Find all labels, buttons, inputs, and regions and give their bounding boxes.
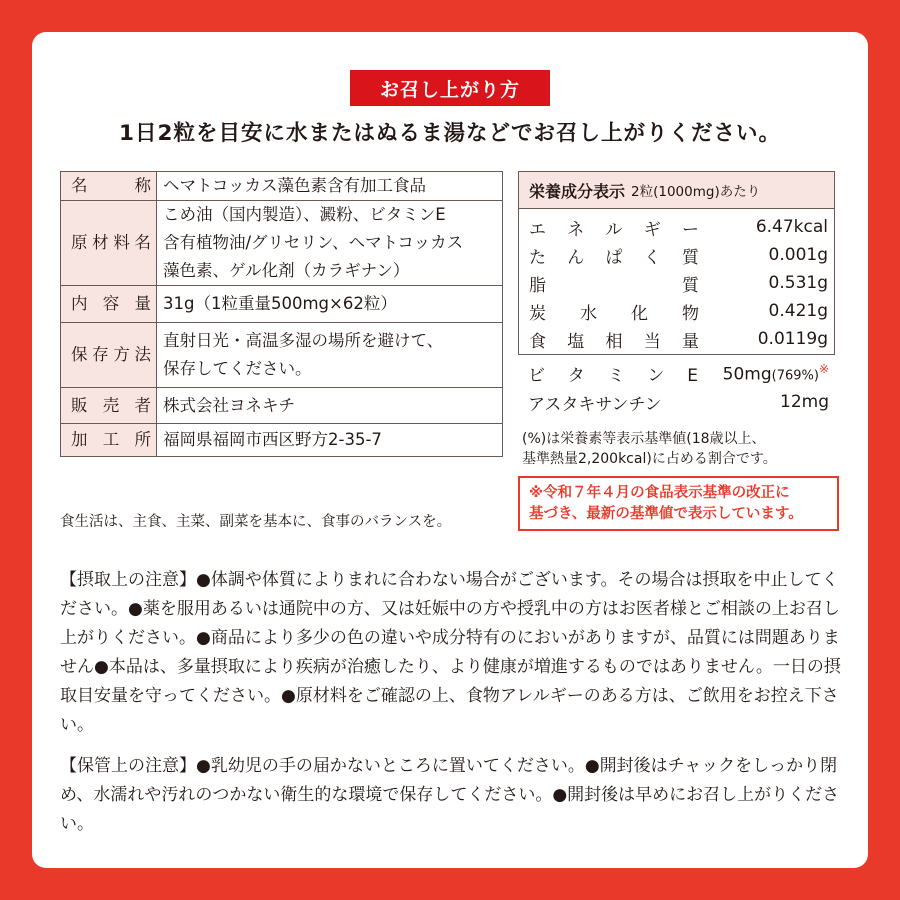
- table-row: [61, 424, 503, 457]
- nutrition-table: [518, 171, 835, 355]
- nutrition-serving: 2粒(1000mg)あたり: [631, 184, 761, 200]
- astaxanthin-row: アスタキサンチン 12mg: [528, 392, 829, 415]
- nutrition-row: 食塩相当量 0.0119g: [529, 329, 828, 352]
- row-value: 31g（1粒重量500mg×62粒）: [157, 286, 503, 323]
- diet-note: 食生活は、主食、主菜、副菜を基本に、食事のバランスを。: [60, 514, 452, 530]
- revision-notice: ※令和７年４月の食品表示基準の改正に 基づき、最新の基準値で表示しています。: [518, 476, 839, 531]
- nutrition-row: 炭水化物 0.421g: [529, 301, 828, 324]
- usage-badge: お召し上がり方: [350, 70, 550, 106]
- table-row: [61, 388, 503, 424]
- row-value: 株式会社ヨネキチ: [157, 388, 503, 424]
- row-value: ヘマトコッカス藻色素含有加工食品: [157, 172, 503, 201]
- table-row: [61, 323, 503, 388]
- nutrition-row: エネルギー 6.47kcal: [529, 217, 828, 240]
- row-key: 原材料名: [61, 201, 157, 286]
- nutrition-row: 脂質 0.531g: [529, 273, 828, 296]
- nutrition-title: 栄養成分表示: [529, 181, 626, 201]
- row-value: 直射日光・高温多湿の場所を避けて、 保存してください。: [157, 323, 503, 388]
- table-row: [61, 172, 503, 201]
- storage-caution: 【保管上の注意】●乳幼児の手の届かないところに置いてください。●開封後はチャックをしっかり閉め、水濡れや汚れのつかない衛生的な環境で保存してください。●開封後は早めにお召し上がりください。: [60, 756, 840, 834]
- row-key: 内容量: [61, 286, 157, 323]
- row-value: こめ油（国内製造）、澱粉、ビタミンE 含有植物油/グリセリン、ヘマトコッカス 藻色素、ゲル化剤（カラギナン）: [157, 201, 503, 286]
- row-key: 保存方法: [61, 323, 157, 388]
- row-key: 販売者: [61, 388, 157, 424]
- table-row: [61, 201, 503, 286]
- cautions: [60, 566, 850, 851]
- nrv-note: (%)は栄養素等表示基準値(18歳以上、 基準熱量2,200kcal)に占める割合です。: [522, 431, 777, 467]
- intake-caution: 【摂取上の注意】●体調や体質によりまれに合わない場合がございます。その場合は摂取を中止してください。●薬を服用あるいは通院中の方、又は妊娠中の方や授乳中の方はお医者様とご相談の上お召し上がりください。●商品により多少の色の違いや成分特有のにおいがありますが、品質には問題ありません●本品は、多量摂取により疾病が治癒したり、より健康が増進するものではありません。一日の摂取目安量を守ってください。●原材料をご確認の上、食物アレルギーのある方は、ご飲用をお控え下さい。: [60, 570, 841, 735]
- row-value: 福岡県福岡市西区野方2-35-7: [157, 424, 503, 457]
- nutrition-row: たんぱく質 0.001g: [529, 245, 828, 268]
- table-row: [61, 286, 503, 323]
- row-key: 加工所: [61, 424, 157, 457]
- vitamin-e-row: ビタミンE 50mg(769%)※: [528, 361, 829, 386]
- usage-instructions: 1日2粒を目安に水またはぬるま湯などでお召し上がりください。: [119, 121, 781, 146]
- product-info-table: [60, 171, 503, 457]
- row-key: 名称: [61, 172, 157, 201]
- nutrition-header: [519, 172, 834, 209]
